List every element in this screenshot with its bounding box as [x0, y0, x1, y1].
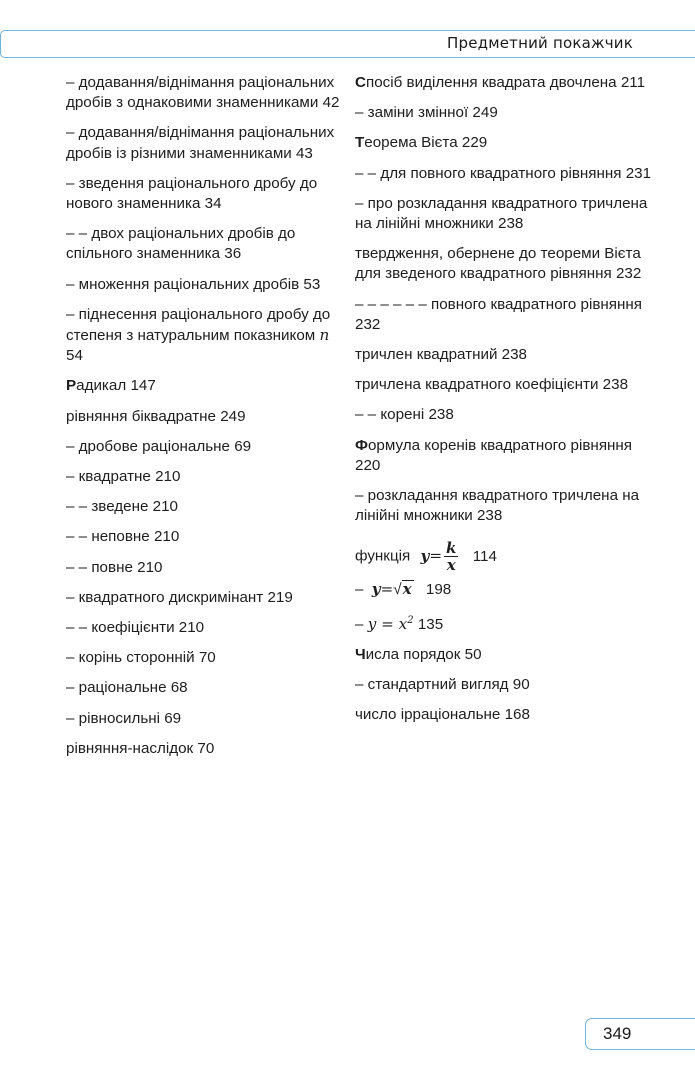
index-entry: твердження, обернене до теореми Вієта для зведеного квадратного рівняння 232	[355, 245, 642, 283]
index-entry: – дробове раціональне 69	[66, 437, 252, 455]
page-ref: 114	[472, 547, 497, 565]
index-entry: – квадратного дискримінант 219	[66, 588, 293, 606]
dash: –	[355, 581, 364, 599]
index-entry: – множення раціональних дробів 53	[66, 275, 321, 293]
formula-y: y	[420, 546, 430, 565]
index-column-right	[355, 73, 655, 735]
index-entry: тричлен квадратний 238	[355, 346, 527, 364]
index-entry: – піднесення раціонального дробу до степеня з натуральним показником n 54	[66, 305, 331, 365]
index-entry: – про розкладання квадратного тричлена на лінійні множники 238	[355, 194, 648, 233]
letter-initial: С	[355, 74, 366, 91]
index-entry: – корінь сторонній 70	[66, 649, 216, 667]
fraction-numerator: k	[446, 539, 457, 558]
formula-eq: =	[380, 580, 394, 599]
index-entry: – – неповне 210	[66, 528, 180, 546]
dash: –	[355, 615, 364, 633]
letter-initial: Ч	[355, 645, 366, 663]
index-entry: – зведення раціонального дробу до нового знаменника 34	[66, 174, 318, 213]
index-entry: – – двох раціональних дробів до спільного знаменника 36	[66, 225, 296, 263]
index-entry: – – для повного квадратного рівняння 231	[355, 164, 652, 182]
formula-y: y	[371, 580, 381, 599]
letter-initial: Т	[355, 134, 365, 152]
formula-entry-sqrt	[355, 579, 655, 600]
index-entry: – – коефіцієнти 210	[66, 619, 205, 637]
variable-n: n	[319, 326, 330, 345]
formula-entry-square	[355, 611, 655, 635]
index-entry: рівняння біквадратне 249	[66, 407, 246, 425]
index-entry: – додавання/віднімання раціональних дробів із різними знаменниками 43	[66, 124, 335, 162]
index-entry: – додавання/віднімання раціональних дробів з однаковими знаменниками 42	[66, 74, 340, 112]
index-entry: – заміни змінної 249	[355, 104, 498, 122]
exponent: 2	[407, 614, 414, 626]
page-number-tab	[585, 1018, 695, 1050]
index-entry: – – зведене 210	[66, 498, 179, 516]
page-ref: 135	[417, 615, 444, 633]
index-entry: – розкладання квадратного тричлена на лінійні множники 238	[355, 487, 640, 525]
index-entry: Теорема Вієта 229	[355, 134, 488, 152]
page-ref: 198	[425, 581, 452, 599]
index-entry: тричлена квадратного коефіцієнти 238	[355, 376, 629, 394]
fraction-denominator: x	[444, 556, 458, 573]
index-entry: – – повне 210	[66, 558, 163, 576]
index-entry: Числа порядок 50	[355, 645, 482, 663]
index-entry: Радикал 147	[66, 377, 156, 395]
sqrt-icon: √	[393, 581, 402, 599]
index-entry: Формула коренів квадратного рівняння 220	[355, 436, 633, 474]
letter-initial: Ф	[355, 436, 368, 454]
formula-entry-reciprocal	[355, 540, 655, 573]
formula-square: y = x	[367, 614, 408, 633]
page-ref: 54	[66, 347, 83, 365]
sqrt-expression	[393, 580, 413, 600]
index-entry: – раціональне 68	[66, 679, 188, 697]
index-entry: – рівносильні 69	[66, 709, 182, 727]
index-entry: – – корені 238	[355, 406, 454, 424]
index-entry: – – – – – – повного квадратного рівняння 232	[355, 295, 643, 333]
index-entry: – стандартний вигляд 90	[355, 676, 530, 694]
index-entry: – квадратне 210	[66, 468, 181, 486]
page-number: 349	[603, 1024, 632, 1043]
index-entry: Спосіб виділення квадрата двочлена 211	[355, 74, 646, 91]
index-column-left	[66, 73, 341, 769]
formula-label: функція	[355, 547, 411, 565]
page-header-title: Предметний покажчик	[447, 34, 633, 52]
index-entry: рівняння-наслідок 70	[66, 739, 215, 757]
letter-initial: Р	[66, 377, 77, 395]
sqrt-radicand: x	[402, 580, 412, 599]
index-entry: число ірраціональне 168	[355, 706, 530, 724]
fraction	[444, 540, 458, 573]
formula-eq: =	[429, 546, 443, 565]
